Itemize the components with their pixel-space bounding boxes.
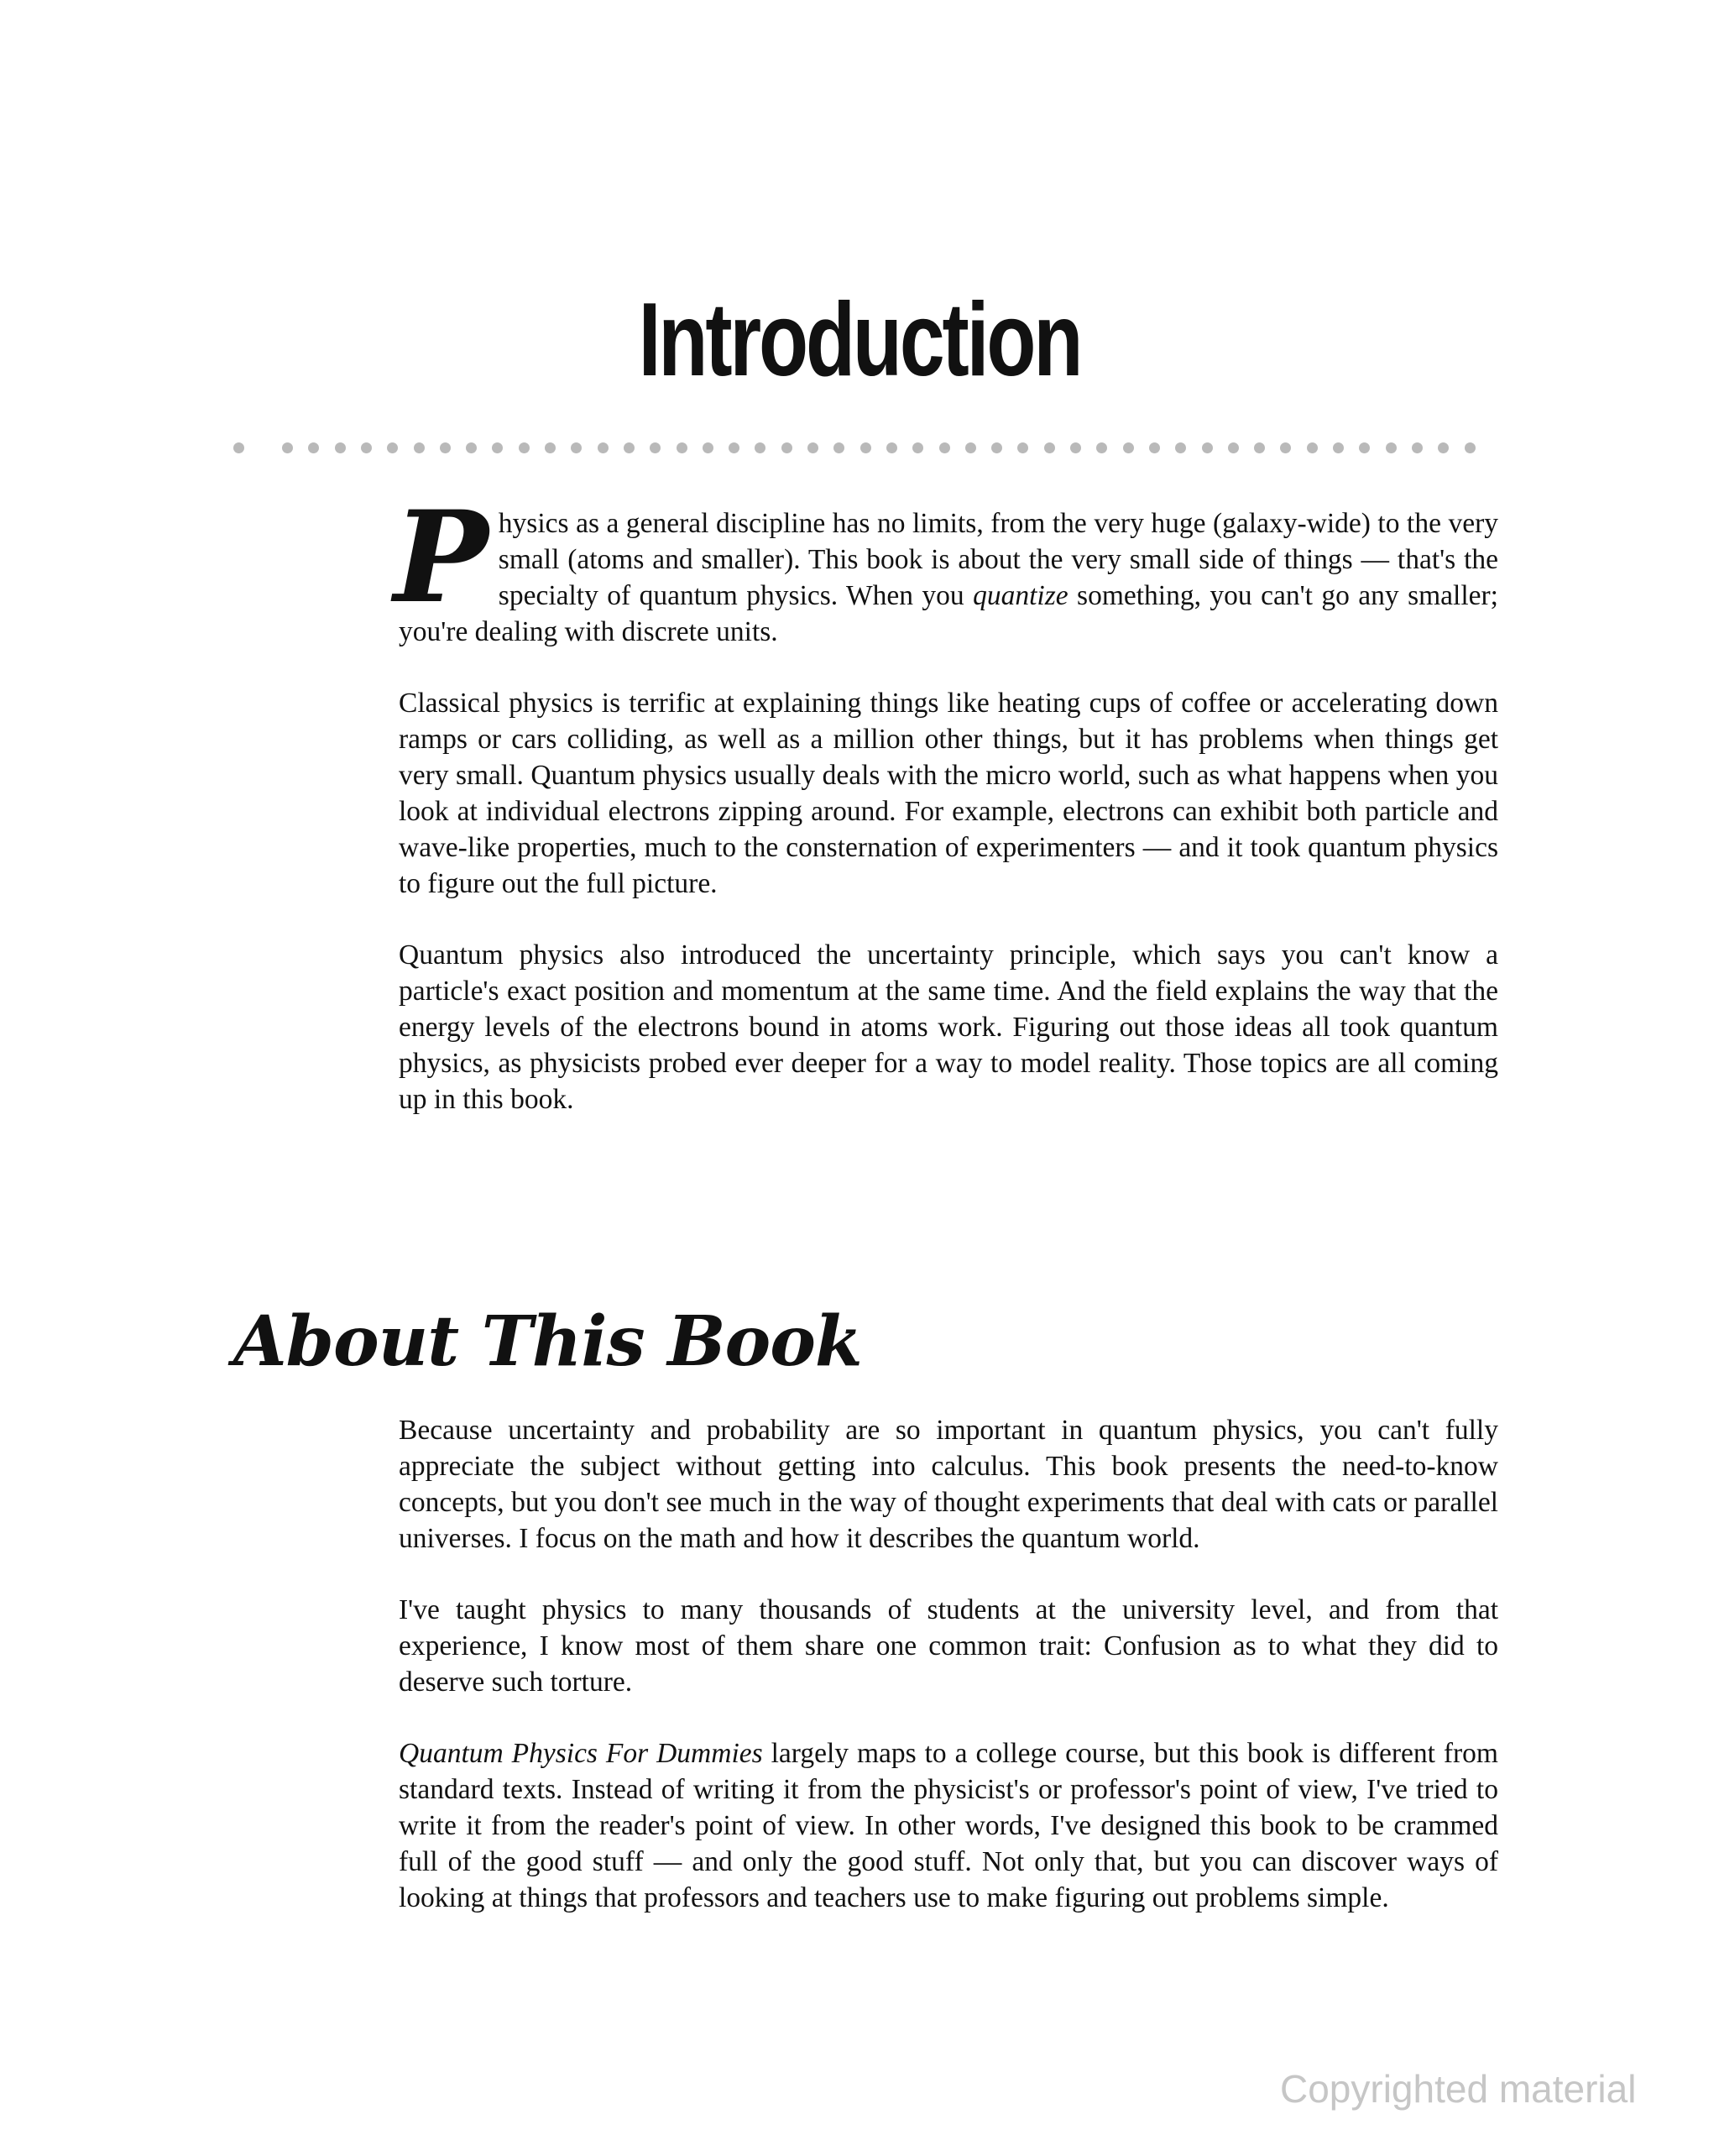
divider-dot [1465, 442, 1476, 453]
divider-dot [519, 442, 530, 453]
divider-dot [886, 442, 897, 453]
divider-dot [361, 442, 372, 453]
divider-dot [1254, 442, 1265, 453]
divider-dot [598, 442, 609, 453]
about-paragraph-2: I've taught physics to many thousands of students at the university level, and from that experience, I know most of them share one common trait: Confusion as to what they did to deserve such torture. [399, 1594, 1498, 1698]
divider-dot [545, 442, 556, 453]
divider-dot [1044, 442, 1055, 453]
divider-dot [1438, 442, 1449, 453]
section-heading-about: About This Book [233, 1301, 862, 1382]
copyright-watermark: Copyrighted material [1280, 2067, 1637, 2111]
divider-dot [1175, 442, 1186, 453]
divider-dot [387, 442, 398, 453]
intro-paragraph-1-italic: quantize [973, 580, 1068, 611]
divider-dot [1333, 442, 1344, 453]
book-title-italic: Quantum Physics For Dummies [399, 1738, 763, 1769]
divider-dot [466, 442, 477, 453]
divider-dot [912, 442, 923, 453]
intro-paragraph-2: Classical physics is terrific at explaining things like heating cups of coffee or accelerating down ramps or cars colliding, as well as a million other things, but it has problems when things get very small. Quantum physics usually deals with the micro world, such as what happens when you look at individual electrons zipping around. For example, electrons can exhibit both particle and wave-like properties, much to the consternation of experimenters — and it took quantum physics to figure out the full picture. [399, 688, 1498, 899]
divider-dot [677, 442, 687, 453]
divider-dot [571, 442, 582, 453]
drop-cap: P [394, 484, 487, 631]
intro-section [394, 484, 1498, 1153]
divider-dot [650, 442, 661, 453]
about-paragraph-3 [399, 1735, 1498, 1916]
divider-dot [492, 442, 503, 453]
divider-dot [1096, 442, 1107, 453]
divider-dot [833, 442, 844, 453]
about-paragraph-1: Because uncertainty and probability are so important in quantum physics, you can't fully appreciate the subject without getting into calculus. This book presents the need-to-know concepts, but you don't see much in the way of thought experiments that deal with cats or parallel universes. I focus on the math and how it describes the quantum world. [399, 1415, 1498, 1554]
divider-dot [440, 442, 451, 453]
divider-dot [991, 442, 1002, 453]
intro-paragraph-3: Quantum physics also introduced the uncertainty principle, which says you can't know a particle's exact position and momentum at the same time. And the field explains the way that the energy levels of the electrons bound in atoms work. Figuring out those ideas all took quantum physics, as physicists probed ever deeper for a way to model reality. Those topics are all coming up in this book. [399, 939, 1498, 1115]
divider-dot [939, 442, 950, 453]
divider-dot [729, 442, 739, 453]
divider-dot [308, 442, 319, 453]
divider-dot [1280, 442, 1291, 453]
divider-dot [1228, 442, 1239, 453]
divider-dot [755, 442, 765, 453]
divider-dot [965, 442, 976, 453]
divider-dot [1123, 442, 1134, 453]
divider-dot [1412, 442, 1423, 453]
divider-dot [703, 442, 713, 453]
divider-dot [1386, 442, 1397, 453]
divider-dot [1149, 442, 1160, 453]
divider-dot [282, 442, 293, 453]
divider-dot [1307, 442, 1318, 453]
divider-dot [1017, 442, 1028, 453]
divider-dot [1070, 442, 1081, 453]
divider-dot [624, 442, 635, 453]
divider-dot [860, 442, 871, 453]
intro-paragraph-1 [394, 484, 1498, 650]
intro-paragraph-1-text: hysics as a general discipline has no limits, from the very huge (galaxy-wide) to the very small (atoms and smaller). This book is about the very small side of things — that's the specialty of quantum physics. When you [498, 508, 1498, 611]
divider-dot [414, 442, 425, 453]
intro-paragraph-1-tail: something, you can't go any smaller; you're dealing with discrete units. [399, 580, 1498, 647]
divider-dot [1202, 442, 1213, 453]
divider-dot [1359, 442, 1370, 453]
about-paragraph-3-text: largely maps to a college course, but this book is different from standard texts. Instead of writing it from the physicist's or professor's point of view, I've tried to write it from the reader's point of view. In other words, I've designed this book to be crammed full of the good stuff — and only the good stuff. Not only that, but you can discover ways of looking at things that professors and teachers use to make figuring out problems simple. [399, 1738, 1498, 1913]
about-section [399, 1412, 1498, 1951]
divider-dot [807, 442, 818, 453]
divider-dot [781, 442, 792, 453]
chapter-title: Introduction [638, 282, 1081, 398]
divider-dot [233, 442, 244, 453]
divider-dot [335, 442, 346, 453]
dotted-divider [233, 440, 1497, 455]
